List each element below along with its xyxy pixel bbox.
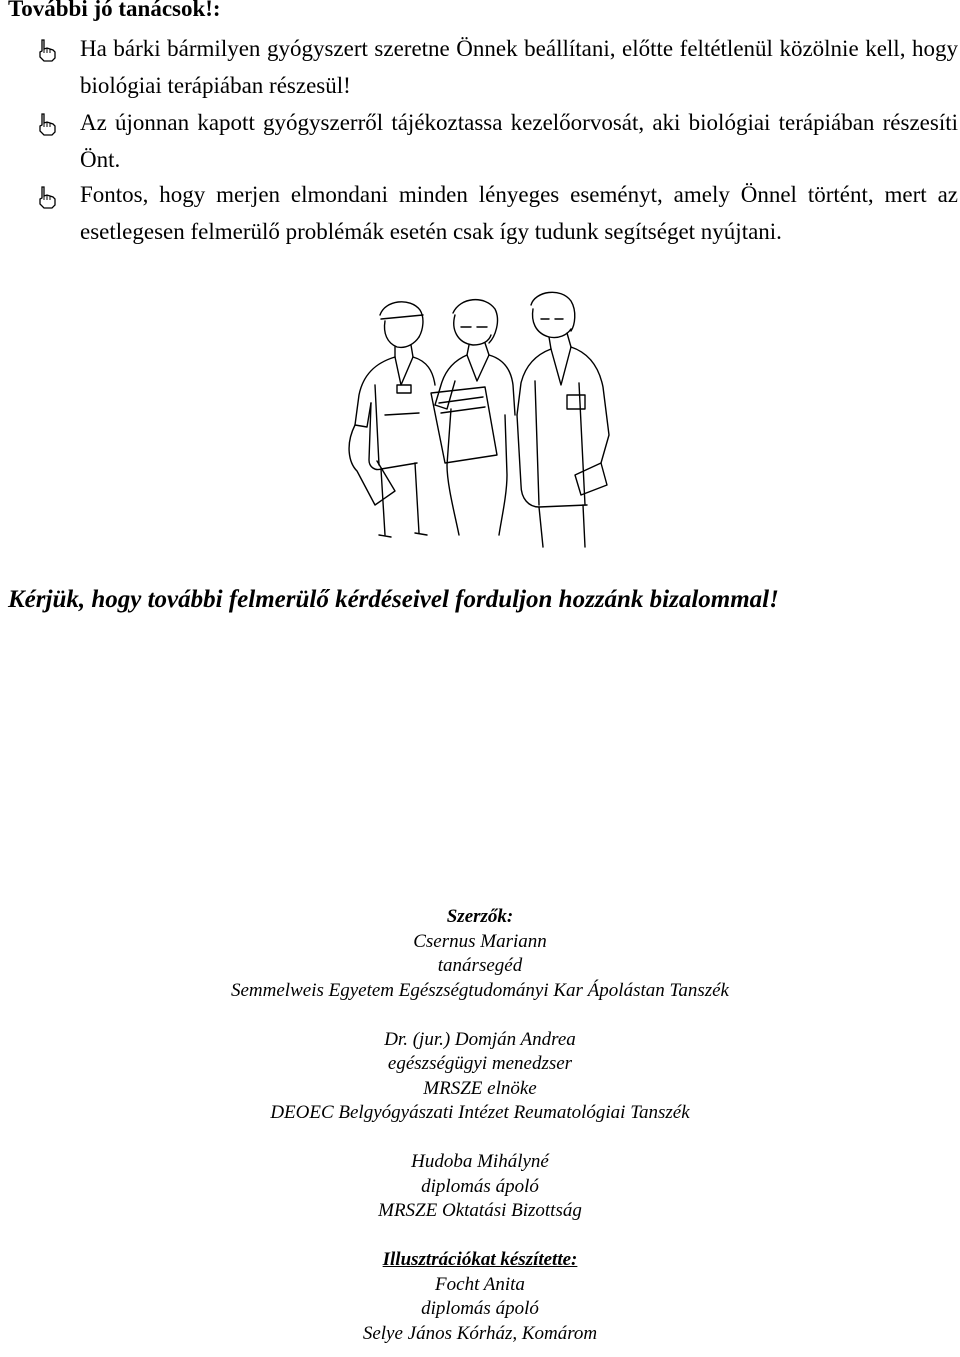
pointing-hand-icon bbox=[36, 112, 58, 136]
author-affiliation: DEOEC Belgyógyászati Intézet Reumatológiai Tanszék bbox=[270, 1102, 690, 1123]
medical-staff-drawing-icon bbox=[335, 285, 625, 555]
credits-block bbox=[0, 905, 960, 1346]
tip-text-3: Fontos, hogy merjen elmondani minden lényeges eseményt, amely Önnel történt, mert az esetlegesen felmerülő problémák esetén csak így tudunk segítséget nyújtani. bbox=[80, 182, 958, 244]
pointing-hand-icon bbox=[36, 38, 58, 62]
illustrator-name: Focht Anita bbox=[435, 1273, 525, 1295]
author-name: Csernus Mariann bbox=[413, 930, 547, 952]
author-title: diplomás ápoló bbox=[421, 1175, 539, 1197]
author-role: MRSZE elnöke bbox=[423, 1077, 537, 1099]
illustrator-affiliation: Selye János Kórház, Komárom bbox=[362, 1322, 598, 1344]
author-name: Dr. (jur.) Domján Andrea bbox=[384, 1028, 576, 1050]
illustrator-label: Illusztrációkat készítette: bbox=[382, 1249, 578, 1270]
author-name: Hudoba Mihályné bbox=[411, 1151, 549, 1172]
illustrator-title: diplomás ápoló bbox=[421, 1298, 539, 1319]
page-heading: További jó tanácsok!: bbox=[8, 0, 221, 21]
call-to-action: Kérjük, hogy további felmerülő kérdéseivel forduljon hozzánk bizalommal! bbox=[8, 586, 779, 613]
tip-text-1: Ha bárki bármilyen gyógyszert szeretne Önnek beállítani, előtte feltétlenül közölnie kell, hogy biológiai terápiában részesül! bbox=[80, 36, 958, 98]
tip-text-2: Az újonnan kapott gyógyszerről tájékoztassa kezelőorvosát, aki biológiai terápiában részesíti Önt. bbox=[80, 110, 958, 172]
author-title: egészségügyi menedzser bbox=[387, 1053, 573, 1074]
author-affiliation: MRSZE Oktatási Bizottság bbox=[378, 1200, 582, 1221]
author-affiliation: Semmelweis Egyetem Egészségtudományi Kar Ápolástan Tanszék bbox=[231, 979, 729, 1001]
authors-label: Szerzők: bbox=[446, 906, 514, 927]
author-title: tanársegéd bbox=[437, 955, 523, 976]
pointing-hand-icon bbox=[36, 185, 58, 209]
